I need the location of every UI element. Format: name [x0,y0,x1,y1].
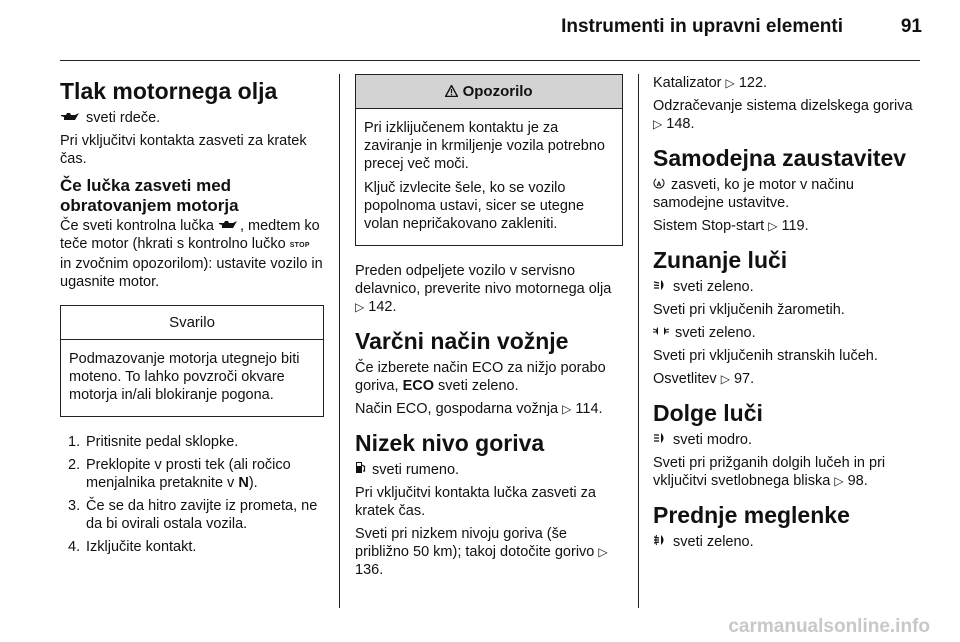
oil-ignition-text: Pri vključitvi kontakta zasveti za kratek čas. [60,133,307,167]
warning-box [355,74,623,246]
side-light-text: sveti zeleno. [653,324,925,342]
illumination-text: Osvetlitev ▷ 97. [653,371,755,387]
heading-running: Če lučka zasveti med obratovanjem motorja [60,176,239,215]
heading-high-beam: Dolge luči [653,400,763,426]
oil-red-label: sveti rdeče. [86,110,161,126]
heading-oil-pressure: Tlak motornega olja [60,78,278,104]
list-item: 3. Če se da hitro zavijte iz prometa, ne da bi ovirali ostala vozila. [68,498,318,532]
list-item: 1. Pritisnite pedal sklopke. [68,434,239,450]
page-ref-arrow-icon: ▷ [725,76,735,90]
column-rule-1 [339,74,340,608]
caution-text: Podmazovanje motorja utegnejo biti moteno. To lahko povzroči okvare motorja in/ali blokiranje pogona. [69,351,300,403]
eco-text: Če izberete način ECO za nižjo porabo goriva, ECO sveti zeleno. [355,360,606,394]
heading-front-fog: Prednje meglenke [653,502,850,528]
front-fog-icon [653,533,667,551]
page-ref[interactable]: 114. [575,401,603,417]
warning-title: Opozorilo [462,83,533,100]
steps-list [60,433,324,556]
oil-can-icon [218,217,238,235]
page-ref[interactable]: 142. [368,299,397,315]
svg-text:A: A [656,181,662,188]
side-light-icon [653,324,669,342]
header-rule [60,60,920,61]
stop-icon: STOP [289,242,310,249]
caution-box [60,305,324,417]
oil-red-text [60,109,324,127]
high-beam-text: sveti modro. [653,431,925,449]
page-ref[interactable]: 122. [738,75,768,91]
eco-ref-text: Način ECO, gospodarna vožnja ▷ 114. [355,401,603,417]
page-ref-arrow-icon: ▷ [355,300,365,314]
page-ref-arrow-icon: ▷ [720,372,730,386]
high-beam-on-text: Sveti pri prižganih dolgih lučeh in pri vključitvi svetlobnega bliska ▷ 98. [653,455,886,489]
watermark: carmanualsonline.info [728,616,930,637]
column-3 [653,74,925,556]
warning-header [356,75,622,109]
dpf-text: Odzračevanje sistema dizelskega goriva ▷ 148. [653,98,913,132]
front-fog-text: sveti zeleno. [653,533,925,551]
page-ref[interactable]: 148. [666,116,695,132]
fuel-low-text: Sveti pri nizkem nivoju goriva (še približno 50 km); takoj dotočite gorivo ▷ 136. [355,526,608,578]
fuel-pump-icon [355,461,366,479]
page-number: 91 [900,16,922,37]
heading-exterior-lights: Zunanje luči [653,247,788,273]
side-light-on-text: Sveti pri vključenih stranskih lučeh. [653,348,878,364]
running-text-a: Če sveti kontrolna lučka [60,218,214,234]
catalyst-text: Katalizator ▷ 122. [653,75,768,91]
page-ref-arrow-icon: ▷ [768,219,778,233]
heading-autostop: Samodejna zaustavitev [653,145,907,171]
fuel-yellow-text: sveti rumeno. [355,461,623,479]
list-item: 2. Preklopite v prosti tek (ali ročico menjalnika pretaknite v N). [68,457,291,491]
eco-autostop-icon [653,176,665,194]
heading-eco: Varčni način vožnje [355,328,569,354]
page-ref-arrow-icon: ▷ [834,474,844,488]
running-text-b: , medtem ko teče motor (hkrati s kontrolno lučko [60,218,320,252]
low-beam-icon [653,278,667,296]
low-beam-on-text: Sveti pri vključenih žarometih. [653,302,845,318]
page-header-title: Instrumenti in upravni elementi [561,16,843,37]
column-2 [355,74,623,584]
running-text-c: in zvočnim opozorilom): ustavite vozilo in ugasnite motor. [60,256,323,290]
caution-title: Svarilo [61,306,323,340]
page-ref[interactable]: 98. [847,473,868,489]
warning-text-2: Ključ izvlecite šele, ko se vozilo popolnoma ustavi, sicer se utegne volan nepričakovano zakleniti. [364,180,585,232]
fuel-ignition-text: Pri vključitvi kontakta lučka zasveti za kratek čas. [355,485,596,519]
service-text: Preden odpeljete vozilo v servisno delavnico, preverite nivo motornega olja ▷ 142. [355,263,612,315]
high-beam-icon [653,431,667,449]
warning-triangle-icon [445,83,462,100]
column-1 [60,74,324,561]
list-item: 4. Izključite kontakt. [68,539,197,555]
column-rule-2 [638,74,639,608]
page-ref-arrow-icon: ▷ [653,117,663,131]
page-ref[interactable]: 97. [733,371,755,387]
stop-start-text: Sistem Stop-start ▷ 119. [653,218,809,234]
page-ref-arrow-icon: ▷ [598,545,608,559]
warning-text-1: Pri izklijučenem kontaktu je za zaviranje in krmiljenje vozila potrebno precej več moči. [364,120,605,172]
heading-fuel: Nizek nivo goriva [355,430,545,456]
page-ref[interactable]: 136. [355,562,384,578]
oil-can-icon [60,109,80,127]
page-ref-arrow-icon: ▷ [562,402,572,416]
running-text [60,217,324,291]
autostop-text: A zasveti, ko je motor v načinu samodejne ustavitve. [653,177,854,211]
eco-label: ECO [402,378,434,394]
page-ref[interactable]: 119. [781,218,809,234]
low-beam-text: sveti zeleno. [653,278,925,296]
